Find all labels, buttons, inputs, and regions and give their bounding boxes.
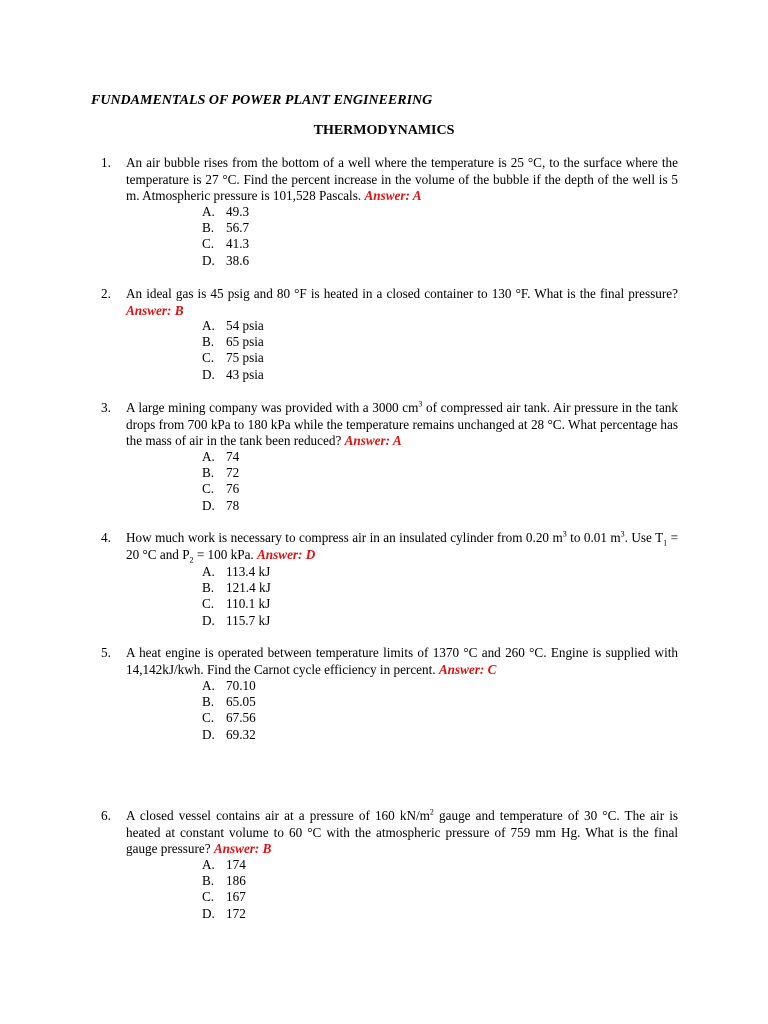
- choice-item: C. 75 psia: [202, 350, 264, 366]
- choice-item: A. 49.3: [202, 204, 250, 219]
- question-text: A closed vessel contains air at a pressure of 160 $kN/m^2$ gauge and temperature of 30 °C. The air is heated at constant volume to 60 °C with the atmospheric pressure of 759 mm Hg. What is the final gauge pressure? Answer: B: [126, 807, 678, 856]
- choice-list: [202, 449, 239, 514]
- choice-item: D. 115.7 kJ: [202, 612, 271, 628]
- answer-key: Answer: C: [438, 661, 497, 677]
- choice-item: C. 110.1 kJ: [202, 596, 271, 612]
- choice-item: B. 65 psia: [202, 334, 264, 350]
- choice-item: D. 43 psia: [202, 366, 264, 382]
- question-number: 4.: [101, 530, 111, 545]
- section-heading: THERMODYNAMICS: [313, 123, 455, 138]
- choice-item: D. 78: [202, 497, 240, 513]
- choice-item: B. 186: [202, 873, 246, 889]
- question-text: An air bubble rises from the bottom of a well where the temperature is 25 °C, to the surface where the temperature is 27 °C. Find the percent increase in the volume of the bubble if the depth of the well is 5 m. Atmospheric pressure is 101,528 Pascals. Answer: A: [126, 155, 678, 203]
- choice-item: A. 174: [202, 857, 246, 872]
- choice-item: D. 69.32: [202, 726, 256, 742]
- answer-key: Answer: B: [213, 841, 272, 856]
- question-number: 2.: [101, 286, 111, 301]
- choice-item: A. 113.4 kJ: [202, 564, 271, 579]
- choice-list: [202, 318, 264, 383]
- question-text: A large mining company was provided with a 3000 $cm^3$ of compressed air tank. Air pressure in the tank drops from 700 kPa to 180 kPa while the temperature remains unchanged at 28 °C. What percentage has the mass of air in the tank been reduced? Answer: A: [126, 399, 678, 448]
- choice-item: A. 54 psia: [202, 318, 264, 333]
- question-text: How much work is necessary to compress air in an insulated cylinder from 0.20 $m^3$ to 0.01 $m^3$. Use $T_1 = 20$ °C and $P_2 = 100$ kPa. Answer: D: [126, 529, 679, 565]
- question-text: A heat engine is operated between temperature limits of 1370 °C and 260 °C. Engine is supplied with 14,142kJ/kwh. Find the Carnot cycle efficiency in percent. Answer: C: [126, 645, 678, 677]
- choice-item: D. 38.6: [202, 252, 250, 268]
- answer-key: Answer: D: [257, 546, 316, 562]
- choice-item: B. 56.7: [202, 220, 250, 236]
- question-number: 1.: [101, 155, 111, 170]
- question-number: 3.: [101, 400, 111, 415]
- choice-item: B. 121.4 kJ: [202, 580, 271, 596]
- choice-list: [202, 678, 256, 743]
- question-text: An ideal gas is 45 psig and 80 °F is heated in a closed container to 130 °F. What is the final pressure? Answer: B: [126, 286, 678, 318]
- document-title: FUNDAMENTALS OF POWER PLANT ENGINEERING: [91, 93, 433, 108]
- choice-item: A. 74: [202, 449, 240, 464]
- answer-key: Answer: B: [126, 302, 184, 318]
- choice-item: B. 72: [202, 465, 240, 481]
- choice-item: B. 65.05: [202, 694, 256, 710]
- question-number: 6.: [101, 808, 111, 823]
- answer-key: Answer: A: [364, 188, 422, 203]
- choice-item: C. 67.56: [202, 710, 256, 726]
- choice-item: D. 172: [202, 905, 246, 921]
- choice-list: [202, 564, 271, 629]
- choice-list: [202, 857, 246, 922]
- choice-list: [202, 204, 249, 269]
- answer-key: Answer: A: [344, 433, 402, 448]
- choice-item: A. 70.10: [202, 678, 256, 693]
- choice-item: C. 76: [202, 481, 240, 497]
- choice-item: C. 41.3: [202, 236, 250, 252]
- question-number: 5.: [101, 645, 111, 660]
- choice-item: C. 167: [202, 889, 246, 905]
